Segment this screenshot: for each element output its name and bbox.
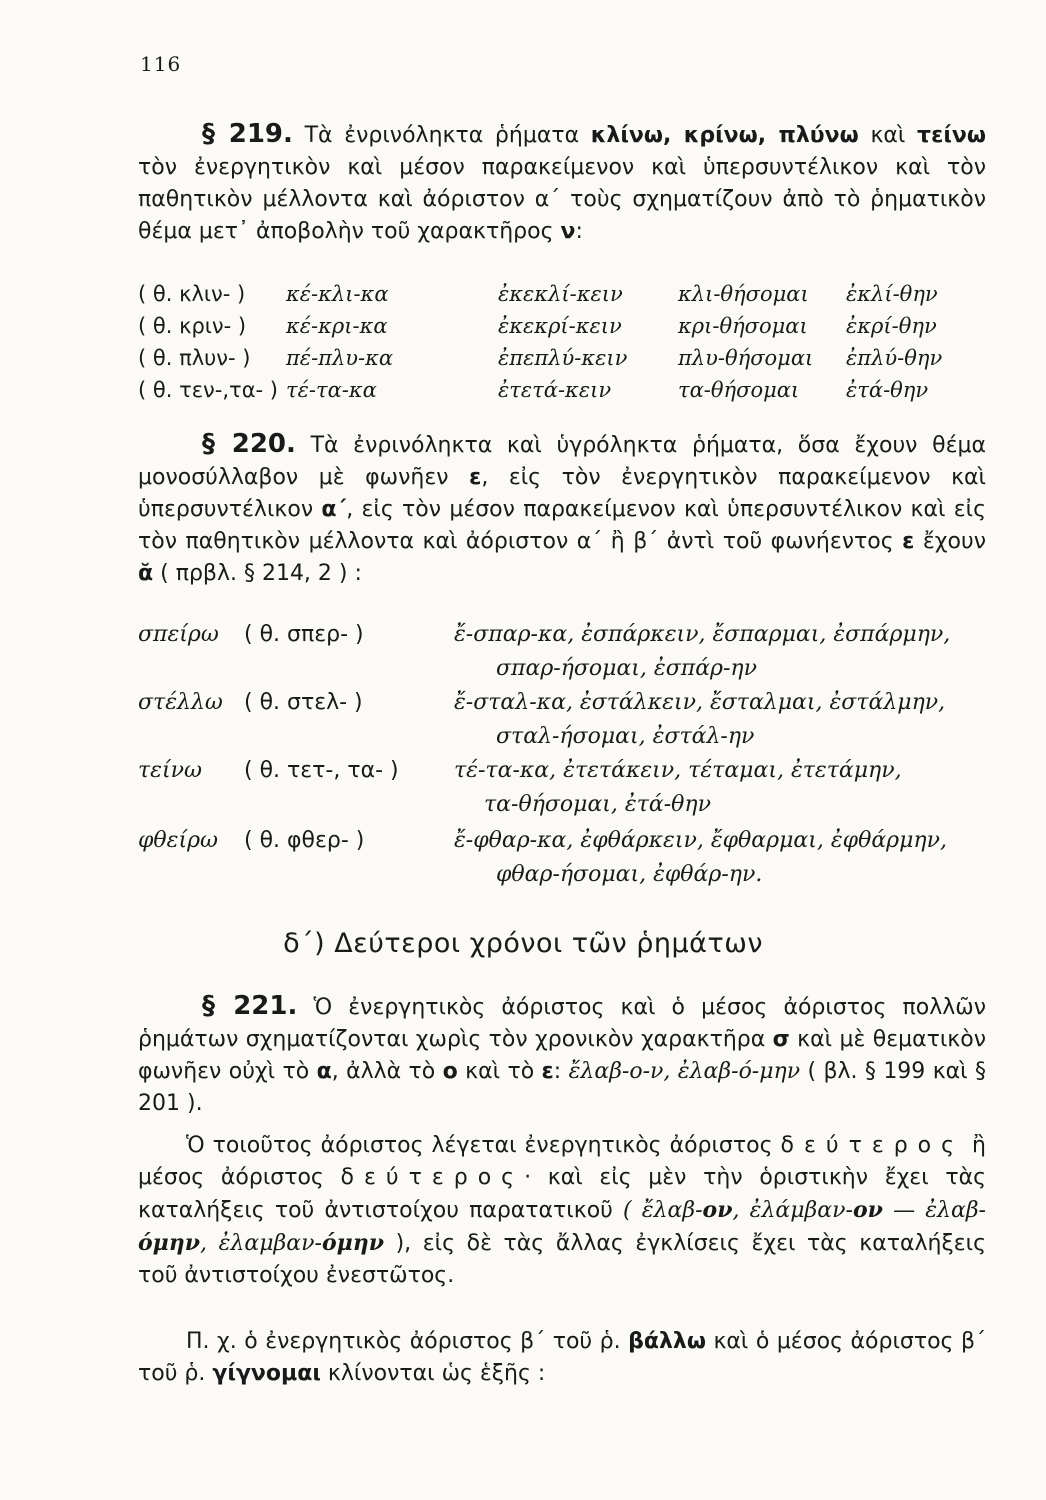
bold-term: κλίνω, κρίνω, πλύνω bbox=[590, 123, 859, 148]
bold-term: ᾰ bbox=[138, 561, 154, 586]
bold-term: τείνω bbox=[917, 123, 987, 148]
example-forms: ἔλαβ-ο-ν, ἐλαβ-ό-μην bbox=[568, 1059, 801, 1084]
table-row: ( θ. κλιν- ) κέ-κλι-κα ἐκεκλί-κειν κλι-θήσομαι ἐκλί-θην bbox=[138, 282, 938, 306]
bold-term: ε bbox=[469, 465, 482, 490]
bold-term: ε bbox=[902, 529, 915, 554]
book-page: 116 § 219. Τὰ ἐνρινόληκτα ῥήματα κλίνω, κρίνω, πλύνω καὶ τείνω τὸν ἐνεργητικὸν καὶ μέσον παρακείμενον καὶ ὑπερσυντέλικον καὶ τὸν παθητικὸν μέλλοντα καὶ ἀόριστον α΄ τοὺς σχηματίζουν ἀπὸ τὸ ῥηματικὸν θέμα μετ᾽ ἀποβολὴν τοῦ χαρακτῆρος ν: ( θ. κλιν- ) κέ-κλι-κα ἐκεκλί-κειν κλι-θήσομαι ἐκλί-θην ( θ. κριν- ) κέ-κρι-κα ἐκεκρί-κειν κρι-θήσομαι ἐκρί-θην ( θ. πλυν- ) πέ-πλυ-κα ἐπεπλύ-κειν πλυ-θήσομαι ἐπλύ-θην ( θ. τεν-,τα- ) τέ-τα-κα ἐτετά-κειν τα-θήσομαι ἐτά-θην § 220. Τὰ ἐνρινόληκτα καὶ ὑγρόληκτα ῥήματα, ὅσα ἔχουν θέμα μονοσύλλαβον μὲ φωνῆεν ε, εἰς τὸν ἐνεργητικὸν παρακείμενον καὶ ὑπερσυντέλικον α΄, εἰς τὸν μέσον παρακείμενον καὶ ὑπερσυντέλικον καὶ εἰς τὸν παθητικὸν μέλλοντα καὶ ἀόριστον α΄ ἢ β΄ ἀντὶ τοῦ φωνήεντος ε ἔχουν ᾰ ( πρβλ. § 214, 2 ) : σπείρω ( θ. σπερ- ) ἔ-σπαρ-κα, ἐσπάρκειν, ἔσπαρμαι, ἐσπάρμην, σπαρ-ήσομαι, ἐσπάρ-ην στέλλω ( θ. στελ- ) ἔ-σταλ-κα, ἐστάλκειν, ἔσταλμαι, ἐστάλμην, σταλ-ήσομαι, ἐστάλ-ην τείνω ( θ. τετ-, τα- ) τέ-τα-κα, ἐτετάκειν, τέταμαι, ἐτετάμην, τα-θήσομαι, ἐτά-θην φθείρω ( θ. φθερ- ) ἔ-φθαρ-κα, ἐφθάρκειν, ἔφθαρμαι, ἐφθάρμην, φθαρ-ήσομαι, ἐφθάρ-ην. δ΄) Δεύτεροι χρόνοι τῶν ῥημάτων § 221. Ὁ ἐνεργητικὸς ἀόριστος καὶ ὁ μέσος ἀόριστος πολλῶν ῥημάτων σχηματίζονται χωρὶς τὸν χρονικὸν χαρακτῆρα σ καὶ μὲ θεματικὸν φωνῆεν οὐχὶ τὸ α, ἀλλὰ τὸ ο καὶ τὸ ε: ἔλαβ-ο-ν, ἐλαβ-ό-μην ( βλ. § 199 καὶ § 201 ). Ὁ τοιοῦτος ἀόριστος λέγεται ἐνεργητικὸς ἀόριστος δεύτερος ἢ μέσος ἀόριστος δεύτερος· καὶ εἰς μὲν τὴν ὁριστικὴν ἔχει τὰς καταλήξεις τοῦ ἀντιστοίχου παρατατικοῦ ( ἔλαβ-ον, ἐλάμβαν-ον — ἐλαβ-όμην, ἐλαμβαν-όμην ), εἰς δὲ τὰς ἄλλας ἐγκλίσεις ἔχει τὰς καταλήξεις τοῦ ἀντιστοίχου ἐνεστῶτος. Π. χ. ὁ ἐνεργητικὸς ἀόριστος β΄ τοῦ ῥ. βάλλω καὶ ὁ μέσος ἀόριστος β΄ τοῦ ῥ. γίγνομαι κλίνονται ὡς ἑξῆς : bbox=[0, 0, 1046, 1500]
bold-term: ε bbox=[541, 1059, 554, 1084]
bold-term: γίγνομαι bbox=[212, 1361, 321, 1386]
section-number: § 220. bbox=[202, 429, 296, 459]
bold-term: ο bbox=[442, 1059, 458, 1084]
bold-term: σ bbox=[772, 1027, 790, 1052]
page-number: 116 bbox=[140, 52, 182, 76]
bold-term: ν bbox=[560, 219, 576, 244]
bold-term: βάλλω bbox=[628, 1329, 706, 1354]
section-219-paragraph: § 219. Τὰ ἐνρινόληκτα ῥήματα κλίνω, κρίνω, πλύνω καὶ τείνω τὸν ἐνεργητικὸν καὶ μέσον παρακείμενον καὶ ὑπερσυντέλικον καὶ τὸν παθητικὸν μέλλοντα καὶ ἀόριστον α΄ τοὺς σχηματίζουν ἀπὸ τὸ ῥηματικὸν θέμα μετ᾽ ἀποβολὴν τοῦ χαρακτῆρος ν: bbox=[138, 119, 987, 244]
section-220-paragraph: § 220. Τὰ ἐνρινόληκτα καὶ ὑγρόληκτα ῥήματα, ὅσα ἔχουν θέμα μονοσύλλαβον μὲ φωνῆεν ε, εἰς τὸν ἐνεργητικὸν παρακείμενον καὶ ὑπερσυντέλικον α΄, εἰς τὸν μέσον παρακείμενον καὶ ὑπερσυντέλικον καὶ εἰς τὸν παθητικὸν μέλλοντα καὶ ἀόριστον α΄ ἢ β΄ ἀντὶ τοῦ φωνήεντος ε ἔχουν ᾰ ( πρβλ. § 214, 2 ) : bbox=[138, 429, 986, 586]
bold-term: α΄ bbox=[321, 497, 347, 522]
paragraph-example: Π. χ. ὁ ἐνεργητικὸς ἀόριστος β΄ τοῦ ῥ. βάλλω καὶ ὁ μέσος ἀόριστος β΄ τοῦ ῥ. γίγνομαι κλίνονται ὡς ἑξῆς : bbox=[138, 1329, 986, 1386]
table-row: ( θ. κριν- ) κέ-κρι-κα ἐκεκρί-κειν κρι-θήσομαι ἐκρί-θην bbox=[138, 314, 937, 338]
section-heading: δ΄) Δεύτεροι χρόνοι τῶν ῥημάτων bbox=[283, 928, 763, 959]
paragraph-second-aorist: Ὁ τοιοῦτος ἀόριστος λέγεται ἐνεργητικὸς ἀόριστος δεύτερος ἢ μέσος ἀόριστος δεύτερος· καὶ εἰς μὲν τὴν ὁριστικὴν ἔχει τὰς καταλήξεις τοῦ ἀντιστοίχου παρατατικοῦ ( ἔλαβ-ον, ἐλάμβαν-ον — ἐλαβ-όμην, ἐλαμβαν-όμην ), εἰς δὲ τὰς ἄλλας ἐγκλίσεις ἔχει τὰς καταλήξεις τοῦ ἀντιστοίχου ἐνεστῶτος. bbox=[138, 1133, 987, 1288]
spaced-term: δεύτερος bbox=[340, 1165, 525, 1190]
table-row: ( θ. πλυν- ) πέ-πλυ-κα ἐπεπλύ-κειν πλυ-θήσομαι ἐπλύ-θην bbox=[138, 346, 943, 370]
section-number: § 219. bbox=[202, 119, 293, 149]
table-row: ( θ. τεν-,τα- ) τέ-τα-κα ἐτετά-κειν τα-θήσομαι ἐτά-θην bbox=[138, 378, 929, 402]
spaced-term: δεύτερος bbox=[780, 1133, 965, 1158]
bold-term: α bbox=[316, 1059, 332, 1084]
section-221-paragraph: § 221. Ὁ ἐνεργητικὸς ἀόριστος καὶ ὁ μέσος ἀόριστος πολλῶν ῥημάτων σχηματίζονται χωρὶς τὸν χρονικὸν χαρακτῆρα σ καὶ μὲ θεματικὸν φωνῆεν οὐχὶ τὸ α, ἀλλὰ τὸ ο καὶ τὸ ε: ἔλαβ-ο-ν, ἐλαβ-ό-μην ( βλ. § 199 καὶ § 201 ). bbox=[138, 991, 987, 1116]
section-number: § 221. bbox=[202, 991, 298, 1021]
